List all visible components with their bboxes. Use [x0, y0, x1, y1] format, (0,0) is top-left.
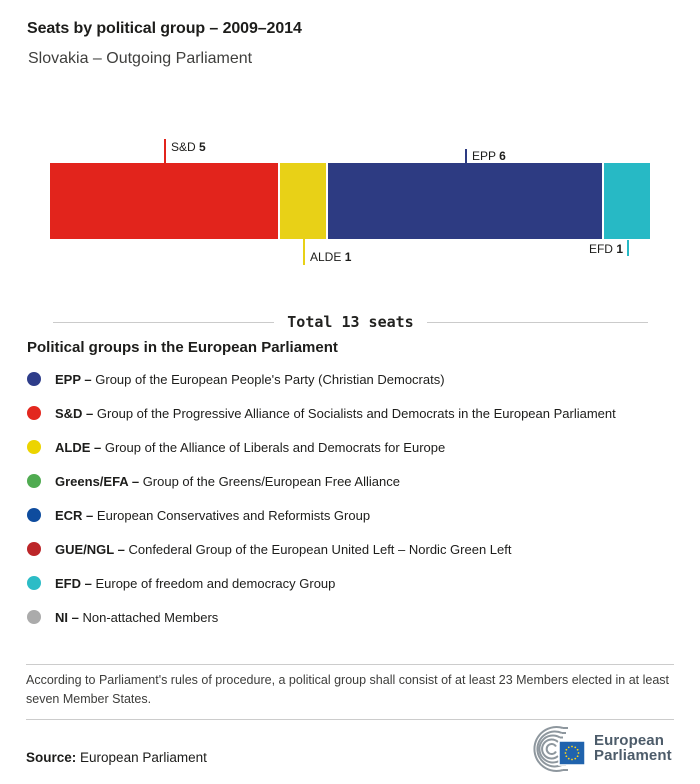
- legend-item-ecr: [27, 498, 677, 532]
- eu-flag-icon: [559, 741, 585, 765]
- source-line: [26, 750, 207, 765]
- legend-desc: Group of the Progressive Alliance of Socialists and Democrats in the European Parliament: [96, 405, 616, 421]
- footnote-divider-top: [26, 664, 674, 665]
- legend-abbr: ALDE –: [55, 439, 102, 455]
- bar-label-epp-value: 6: [499, 149, 506, 163]
- legend-desc: Group of the European People's Party (Christian Democrats): [95, 371, 445, 387]
- tick-sd: [164, 139, 166, 164]
- bar-label-epp-name: EPP: [472, 149, 496, 163]
- bar-label-alde-value: 1: [344, 250, 352, 264]
- legend-abbr: ECR –: [55, 507, 94, 523]
- seats-stacked-bar: [50, 163, 650, 239]
- page-title: Seats by political group – 2009–2014: [27, 20, 302, 37]
- legend-desc: Group of the Alliance of Liberals and Democrats for Europe: [104, 439, 446, 455]
- gue-ngl-color-dot-icon: [27, 542, 41, 556]
- bar-label-efd-name: EFD: [588, 242, 613, 256]
- legend-desc: European Conservatives and Reformists Group: [96, 507, 371, 523]
- legend-item-sd: [27, 396, 677, 430]
- bar-label-sd: [171, 140, 206, 154]
- ecr-color-dot-icon: [27, 508, 41, 522]
- source-label: Source:: [26, 750, 77, 765]
- legend-abbr: S&D –: [55, 405, 94, 421]
- bar-label-sd-value: 5: [199, 140, 206, 154]
- bar-segment-epp: [328, 163, 602, 239]
- legend-abbr: EPP –: [55, 371, 92, 387]
- page-subtitle: Slovakia – Outgoing Parliament: [28, 50, 253, 67]
- divider-line-left: [53, 322, 274, 323]
- legend-abbr: GUE/NGL –: [55, 541, 125, 557]
- legend-abbr: EFD –: [55, 575, 92, 591]
- logo-text-line2: Parliament: [594, 746, 672, 764]
- tick-efd: [627, 240, 629, 256]
- legend-list: [27, 362, 677, 634]
- bar-segment-efd: [604, 163, 650, 239]
- footnote-text: According to Parliament's rules of procedure, a political group shall consist of at least 23 Members elected in at least seven Member States.: [26, 673, 669, 706]
- legend-desc: Europe of freedom and democracy Group: [95, 575, 336, 591]
- ni-color-dot-icon: [27, 610, 41, 624]
- epp-color-dot-icon: [27, 372, 41, 386]
- legend-item-efd: [27, 566, 677, 600]
- source-value: European Parliament: [80, 750, 207, 765]
- bar-label-efd-value: 1: [616, 242, 623, 256]
- footnote-divider-bottom: [26, 719, 674, 720]
- european-parliament-logo-text: [594, 734, 672, 763]
- tick-epp: [465, 149, 467, 164]
- sd-color-dot-icon: [27, 406, 41, 420]
- bar-label-alde: [310, 250, 351, 264]
- alde-color-dot-icon: [27, 440, 41, 454]
- logo-text-line1: European: [594, 732, 664, 749]
- legend-item-gue-ngl: [27, 532, 677, 566]
- total-seats-divider: [53, 313, 648, 331]
- legend-abbr: NI –: [55, 609, 79, 625]
- greens-efa-color-dot-icon: [27, 474, 41, 488]
- legend-heading: Political groups in the European Parliament: [27, 339, 338, 356]
- legend-abbr: Greens/EFA –: [55, 473, 140, 489]
- divider-line-right: [427, 322, 648, 323]
- legend-item-greens-efa: [27, 464, 677, 498]
- legend-desc: Group of the Greens/European Free Alliance: [142, 473, 400, 489]
- tick-alde: [303, 239, 305, 265]
- legend-desc: Confederal Group of the European United Left – Nordic Green Left: [128, 541, 512, 557]
- bar-label-sd-name: S&D: [171, 140, 196, 154]
- efd-color-dot-icon: [27, 576, 41, 590]
- bar-label-alde-name: ALDE: [310, 250, 342, 264]
- total-seats-label: Total 13 seats: [287, 313, 414, 331]
- bar-segment-alde: [280, 163, 326, 239]
- legend-item-alde: [27, 430, 677, 464]
- bar-label-efd: [541, 242, 623, 256]
- european-parliament-logo: [517, 724, 589, 774]
- legend-desc: Non-attached Members: [82, 609, 219, 625]
- legend-item-epp: [27, 362, 677, 396]
- bar-segment-sd: [50, 163, 278, 239]
- bar-label-epp: [472, 149, 506, 163]
- legend-item-ni: [27, 600, 677, 634]
